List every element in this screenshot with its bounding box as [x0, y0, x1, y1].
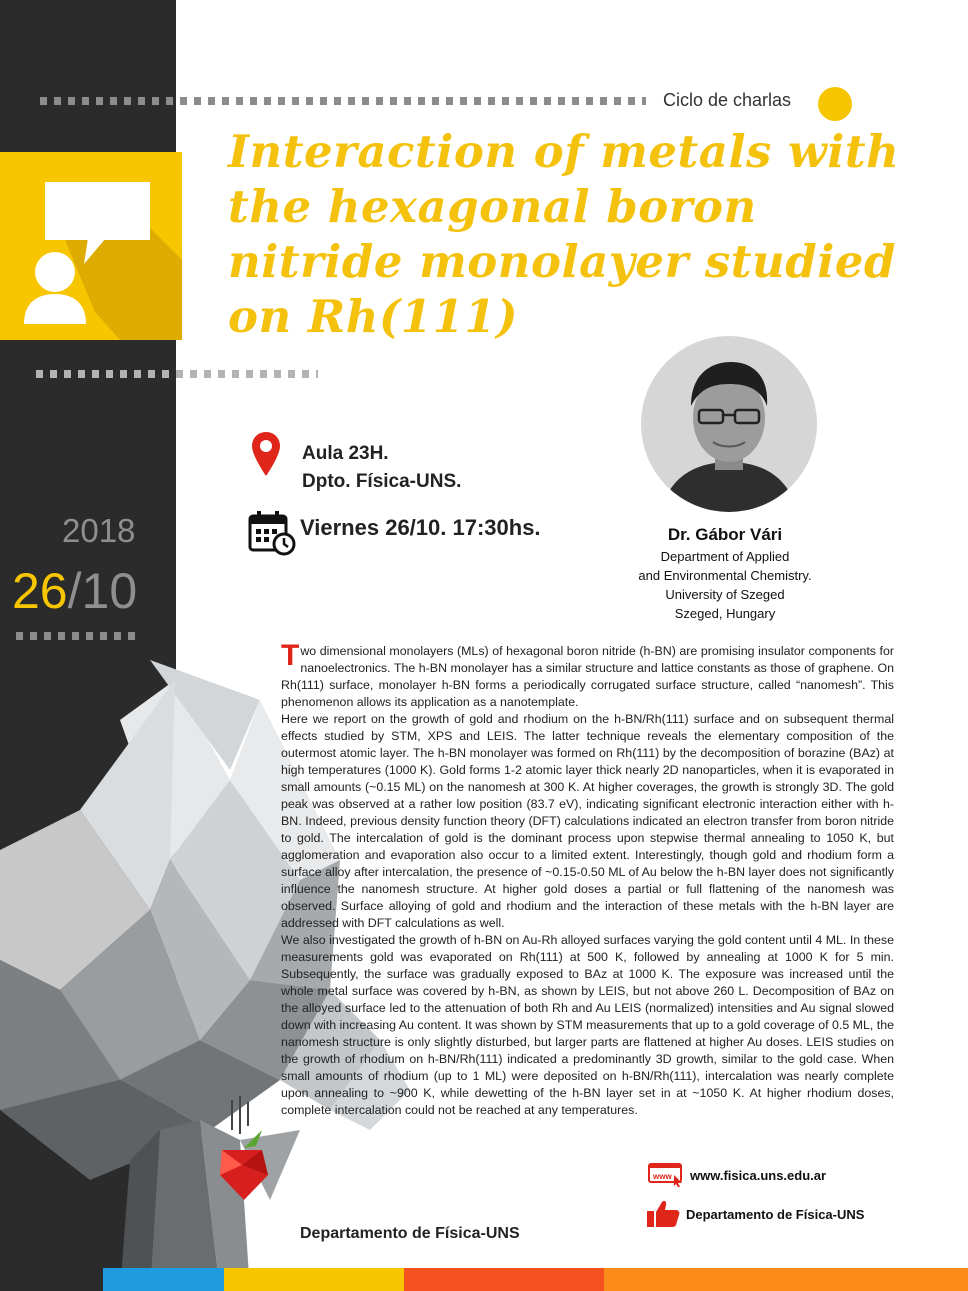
venue-dept: Dpto. Física-UNS.: [302, 471, 462, 492]
bar-yellow: [224, 1268, 404, 1291]
abstract-text-1: wo dimensional monolayers (MLs) of hexagonal boron nitride (h-BN) are promising insulator components for nanoelectronics. The h-BN monolayer has a similar structure and lattice constants as those of graphene. On Rh(111) surface, monolayer h-BN forms a periodically corrugated surface structure, called “nanomesh”. This phenomenon allows its application as a nanotemplate.: [281, 644, 894, 709]
facebook-link[interactable]: Departamento de Física-UNS: [686, 1206, 865, 1222]
venue: [302, 440, 461, 496]
middle-dotted-rule: [36, 370, 318, 378]
speaker-portrait-icon: [641, 336, 817, 512]
date-month: 10: [81, 563, 138, 619]
abstract-paragraph-2: Here we report on the growth of gold and rhodium on the h-BN/Rh(111) surface and on subsequent thermal effects studied by STM, XPS and LEIS. The latter technique reveals the elementary composition of the outermost atomic layer. The h-BN monolayer was formed on Rh(111) by the decomposition of borazine (BAz) at high temperatures (1000 K). Gold forms 1-2 atomic layer thick nearly 2D nanoparticles, when it is evaporated in small amounts (~0.15 ML) on the nanomesh at 300 K. At higher coverages, the growth is strongly 3D. The gold peak was observed at a rather low position (83.7 eV), indicating significant electronic interaction either with h-BN. Indeed, previous density function theory (DFT) calculations indicated an electron transfer from boron nitride to gold. The intercalation of gold is the dominant process upon stepwise thermal annealing to 1050 K, but agglomeration and evaporation also occur to a limited extent. Interestingly, though gold and rhodium form a surface alloy after intercalation, the presence of ~0.15-0.50 ML of Au below the h-BN layer does not significantly influence the nanomesh structure. At higher gold doses a partial or full flattening of the nanomesh was observed. Surface alloying of gold and rhodium and the interaction of these metals with the h-BN layer are addressed with DFT calculations as well.: [281, 712, 894, 930]
bar-orange: [604, 1268, 968, 1291]
thumbs-up-icon: [646, 1200, 680, 1228]
web-icon: [648, 1163, 684, 1187]
facebook-link-row[interactable]: [646, 1200, 864, 1228]
series-label: Ciclo de charlas: [663, 90, 792, 110]
speaker-info: [600, 523, 850, 623]
abstract-paragraph-1: [281, 639, 894, 711]
talk-icon-box: [0, 152, 182, 340]
footer-department: Departamento de Física-UNS: [300, 1225, 520, 1242]
date-sep: /: [67, 563, 82, 619]
abstract: [281, 639, 894, 1119]
speaker-affiliation-1: Department of Applied: [660, 549, 790, 564]
speaker-affiliation-3: University of Szeged: [665, 587, 785, 602]
web-icon-label: www: [653, 1172, 672, 1181]
series-dot: [818, 87, 852, 121]
abstract-paragraph-3: We also investigated the growth of h-BN on Au-Rh alloyed surfaces varying the gold content until 4 ML. In these measurements gold was evaporated on Rh(111) at 500 K, followed by annealing at 1000 K for 5 min. Subsequently, the surface was gradually exposed to BAz at 1000 K. The exposure was increased until the whole metal surface was covered by h-BN, as shown by LEIS, but not above 260 L. Decomposition of BAz on the alloyed surface led to the attenuation of both Rh and Au LEIS (normalized) intensities and Au signal slowed down with increasing Au content. It was shown by STM measurements that up to a gold coverage of 0.5 ML, the nanomesh structure is only slightly disturbed, but larger parts are flattened at higher Au doses. LEIS studies on the growth of rhodium on h-BN/Rh(111) indicated a predominantly 3D growth, similar to the gold case. When small amounts of rhodium (up to 1 ML) were deposited on h-BN/Rh(111), intercalation was nearly complete upon annealing to ~900 K, while dewetting of the h-BN layer set in at ~1050 K. At higher rhodium doses, complete intercalation could not be reached at any temperatures.: [281, 933, 894, 1117]
bar-blue: [103, 1268, 224, 1291]
date-day: 26: [12, 563, 68, 619]
bottom-color-bar: [103, 1268, 968, 1291]
location-pin-icon: [252, 432, 280, 476]
talk-title: Interaction of metals with the hexagonal boron nitride monolayer studied on Rh(111): [228, 125, 900, 343]
speaker-affiliation-2: and Environmental Chemistry.: [638, 568, 812, 583]
date: [12, 562, 137, 620]
date-time: Viernes 26/10. 17:30hs.: [300, 515, 541, 540]
speaker-name: Dr. Gábor Vári: [667, 525, 783, 544]
venue-room: Aula 23H.: [302, 443, 389, 464]
speech-person-icon: [0, 152, 182, 340]
date-dotted-rule: [16, 632, 138, 640]
calendar-clock-icon: [248, 510, 296, 556]
top-dotted-rule: [40, 97, 646, 105]
abstract-dropcap: T: [281, 639, 300, 672]
website-link[interactable]: www.fisica.uns.edu.ar: [690, 1167, 827, 1183]
speaker-photo: [641, 336, 817, 512]
year: 2018: [62, 512, 136, 549]
bar-red: [404, 1268, 604, 1291]
website-link-row[interactable]: [648, 1163, 826, 1187]
speaker-affiliation-4: Szeged, Hungary: [674, 606, 776, 621]
